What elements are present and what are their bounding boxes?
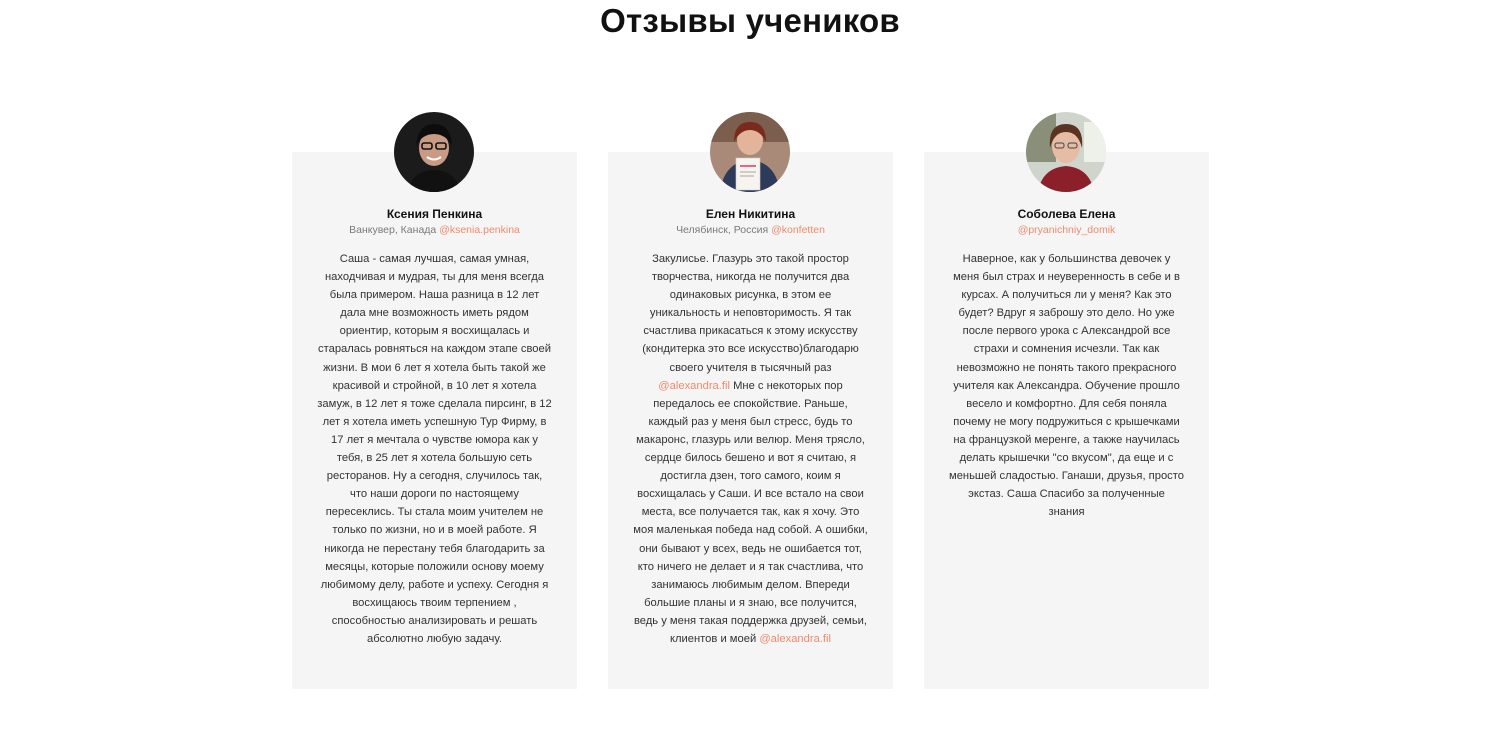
reviewer-location: Челябинск, Россия bbox=[676, 224, 769, 236]
review-text-part: Закулисье. Глазурь это такой простор творчества, никогда не получится два одинаковых рисунка, в этом ее уникальность и неповторимость. Я так счастлива прикасаться к этому искусству (кондитерка это все искусство)благодарю своего учителя в тысячный раз bbox=[642, 253, 859, 374]
review-text-part: Мне с некоторых пор передалось ее спокойствие. Раньше, каждый раз у меня был стресс, будь то макаронс, глазурь или велюр. Меня трясло, сердце билось бешено и вот я считаю, я достигла дзен, того самого, коим я восхищалась у Саши. И все встало на свои места, все получается так, как я хочу. Это моя маленькая победа над собой. А ошибки, они бывают у всех, ведь не ошибается тот, кто ничего не делает и я так счастлива, что занимаюсь любимым делом. Впереди большие планы и я знаю, все получится, ведь у меня такая поддержка друзей, семьи, клиентов и моей bbox=[633, 379, 868, 645]
mention-link[interactable]: @alexandra.fil bbox=[759, 632, 831, 645]
review-card bbox=[924, 152, 1209, 689]
review-card bbox=[292, 152, 577, 689]
reviewer-meta bbox=[292, 224, 577, 236]
reviewer-name: Ксения Пенкина bbox=[386, 207, 483, 221]
reviewer-handle-link[interactable]: @konfetten bbox=[771, 224, 825, 236]
review-text: Саша - самая лучшая, самая умная, находчивая и мудрая, ты для меня всегда была примером. Наша разница в 12 лет дала мне возможность иметь рядом ориентир, которым я восхищалась и старалась ровняться на каждом этапе своей жизни. В мои 6 лет я хотела быть такой же красивой и стройной, в 10 лет я хотела замуж, в 12 лет я тоже сделала пирсинг, в 12 лет я хотела иметь успешную Тур Фирму, в 17 лет я мечтала о чувстве юмора как у тебя, в 25 лет я хотела большую сеть ресторанов. Ну а сегодня, случилось так, что наши дороги по настоящему пересеклись. Ты стала моим учителем не только по жизни, но и в моей работе. Я никогда не перестану тебя благодарить за месяцы, которые положили основу моему любимому делу, работе и успеху. Сегодня я восхищаюсь твоим терпением , способностью анализировать и решать абсолютно любую задачу. bbox=[317, 253, 552, 645]
review-text bbox=[633, 250, 868, 648]
reviewer-name: Елен Никитина bbox=[705, 207, 796, 221]
avatar bbox=[394, 112, 474, 192]
section-title: Отзывы учеников bbox=[600, 2, 900, 39]
review-card bbox=[608, 152, 893, 689]
reviewer-name: Соболева Елена bbox=[1017, 207, 1116, 221]
avatar bbox=[1026, 112, 1106, 192]
reviewer-handle-link[interactable]: @ksenia.penkina bbox=[439, 224, 520, 236]
reviewer-handle-link[interactable]: @pryanichniy_domik bbox=[1017, 224, 1116, 236]
mention-link[interactable]: @alexandra.fil bbox=[658, 379, 730, 392]
avatar bbox=[710, 112, 790, 192]
reviewer-meta bbox=[608, 224, 893, 236]
review-text: Наверное, как у большинства девочек у меня был страх и неуверенность в себе и в курсах. А получиться ли у меня? Как это будет? Вдруг я заброшу это дело. Но уже после первого урока с Александрой все страхи и сомнения исчезли. Так как невозможно не понять такого прекрасного учителя как Александра. Обучение прошло весело и комфортно. Для себя поняла почему не могу подружиться с крышечками на французкой меренге, а также научилась делать крышечки "со вкусом", да еще и с меньшей сладостью. Ганаши, друзья, просто экстаз. Саша Спасибо за полученные знания bbox=[949, 253, 1184, 519]
reviewer-meta bbox=[924, 224, 1209, 236]
reviewer-location: Ванкувер, Канада bbox=[349, 224, 437, 236]
